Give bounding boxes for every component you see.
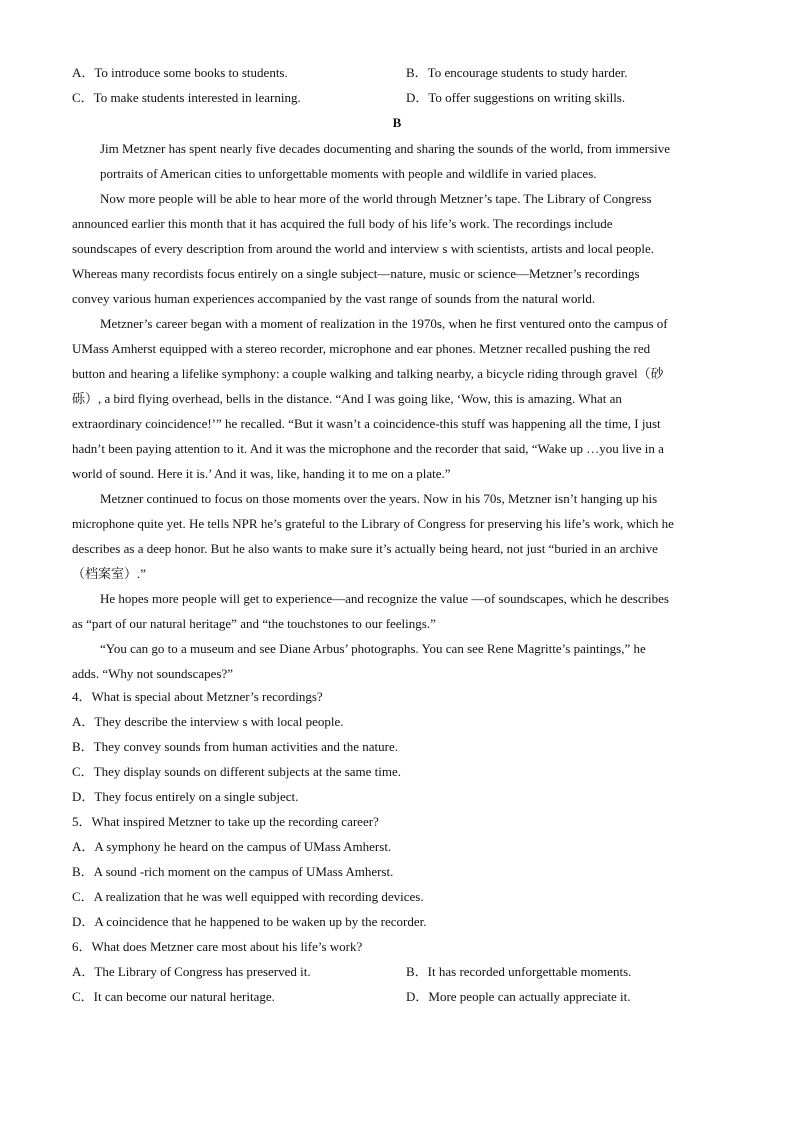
- passage-line: （档案室）.”: [72, 566, 147, 581]
- q6-option-a: A．The Library of Congress has preserved it.: [72, 964, 311, 979]
- passage-paragraph-3: [72, 311, 726, 486]
- passage-line: “You can go to a museum and see Diane Arbus’ photographs. You can see Rene Magritte’s paintings,” he: [100, 641, 646, 656]
- passage-line: 砾）, a bird flying overhead, bells in the distance. “And I was going like, ‘Wow, this is amazing. What an: [72, 391, 622, 406]
- passage-line: Metzner’s career began with a moment of realization in the 1970s, when he first ventured onto the campus of: [100, 316, 668, 331]
- passage-line: microphone quite yet. He tells NPR he’s grateful to the Library of Congress for preserving his life’s work, which he: [72, 516, 674, 531]
- q4-stem: 4．What is special about Metzner’s recordings?: [72, 689, 323, 704]
- q5-option-c: C．A realization that he was well equipped with recording devices.: [72, 889, 424, 904]
- q4-option-c: C．They display sounds on different subjects at the same time.: [72, 764, 402, 779]
- q6-option-b: B．It has recorded unforgettable moments.: [406, 964, 632, 979]
- q3-option-b: B．To encourage students to study harder.: [406, 65, 628, 80]
- q3-option-c: C．To make students interested in learning.: [72, 90, 301, 105]
- q4-option-d: D．They focus entirely on a single subject.: [72, 789, 299, 804]
- section-heading: B: [392, 115, 402, 130]
- passage-paragraph-5: [72, 586, 726, 636]
- passage-line: UMass Amherst equipped with a stereo recorder, microphone and ear phones. Metzner recalled pushing the red: [72, 341, 651, 356]
- q5-option-d: D．A coincidence that he happened to be waken up by the recorder.: [72, 914, 427, 929]
- passage-line: portraits of American cities to unforgettable moments with people and wildlife in varied places.: [100, 166, 597, 181]
- passage-line: convey various human experiences accompanied by the vast range of sounds from the natural world.: [72, 291, 596, 306]
- q3-option-a: A．To introduce some books to students.: [72, 65, 288, 80]
- passage-line: adds. “Why not soundscapes?”: [72, 666, 234, 681]
- passage-line: describes as a deep honor. But he also wants to make sure it’s actually being heard, not just “buried in an archive: [72, 541, 658, 556]
- passage-paragraph-2: [72, 186, 726, 311]
- q4-option-a: A．They describe the interview s with local people.: [72, 714, 344, 729]
- passage-line: hadn’t been paying attention to it. And it was the microphone and the recorder that said, “Wake up …you live in a: [72, 441, 664, 456]
- passage-line: extraordinary coincidence!’” he recalled. “But it wasn’t a coincidence-this stuff was happening all the time, I just: [72, 416, 661, 431]
- q4-option-b: B．They convey sounds from human activities and the nature.: [72, 739, 399, 754]
- passage-line: soundscapes of every description from around the world and interview s with scientists, artists and local people.: [72, 241, 654, 256]
- passage-line: announced earlier this month that it has acquired the full body of his life’s work. The recordings include: [72, 216, 613, 231]
- passage-line: Whereas many recordists focus entirely on a single subject—nature, music or science—Metzner’s recordings: [72, 266, 640, 281]
- passage-line: Jim Metzner has spent nearly five decades documenting and sharing the sounds of the world, from immersive: [100, 141, 671, 156]
- passage-paragraph-4: [72, 486, 726, 586]
- passage-line: button and hearing a lifelike symphony: a couple walking and talking nearby, a bicycle riding through gravel（砂: [72, 366, 664, 381]
- q5-option-a: A．A symphony he heard on the campus of UMass Amherst.: [72, 839, 392, 854]
- passage-line: world of sound. Here it is.’ And it was, like, handing it to me on a plate.”: [72, 466, 451, 481]
- passage-paragraph-1: [72, 136, 726, 186]
- passage-line: He hopes more people will get to experience—and recognize the value —of soundscapes, which he describes: [100, 591, 669, 606]
- passage-line: Metzner continued to focus on those moments over the years. Now in his 70s, Metzner isn’t hanging up his: [100, 491, 658, 506]
- q3-option-d: D．To offer suggestions on writing skills.: [406, 90, 626, 105]
- q5-stem: 5．What inspired Metzner to take up the recording career?: [72, 814, 379, 829]
- q6-option-c: C．It can become our natural heritage.: [72, 989, 275, 1004]
- q6-option-d: D．More people can actually appreciate it.: [406, 989, 631, 1004]
- q6-stem: 6．What does Metzner care most about his life’s work?: [72, 939, 363, 954]
- passage-paragraph-6: [72, 636, 726, 686]
- q5-option-b: B．A sound -rich moment on the campus of UMass Amherst.: [72, 864, 394, 879]
- passage-line: as “part of our natural heritage” and “the touchstones to our feelings.”: [72, 616, 436, 631]
- passage-line: Now more people will be able to hear more of the world through Metzner’s tape. The Library of Congress: [100, 191, 652, 206]
